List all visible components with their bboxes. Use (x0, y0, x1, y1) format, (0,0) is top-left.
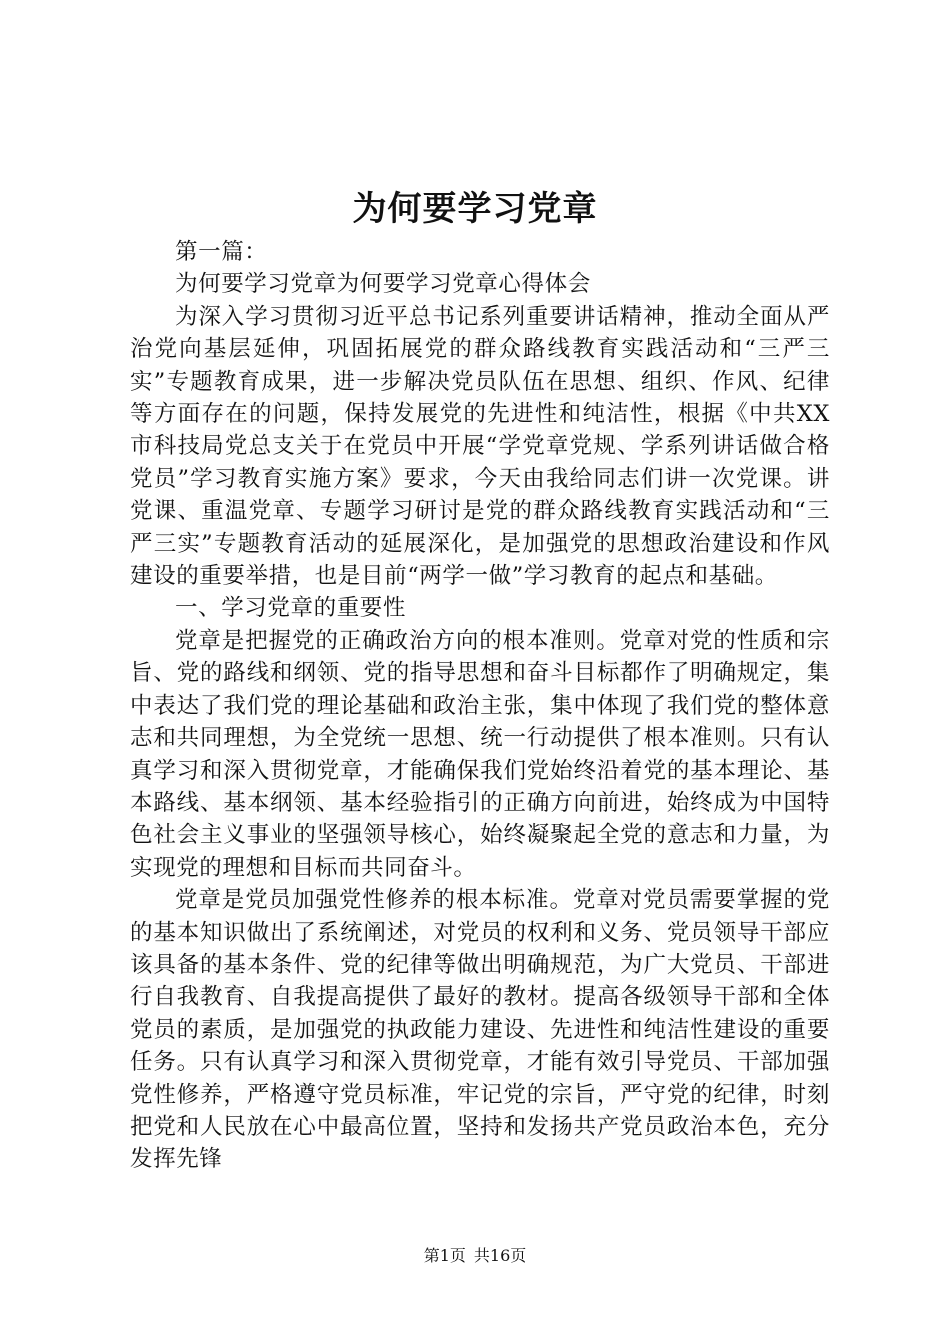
page-number: 第1页 (423, 1246, 466, 1265)
body-paragraph: 党章是把握党的正确政治方向的根本准则。党章对党的性质和宗旨、党的路线和纲领、党的指导思想和奋斗目标都作了明确规定，集中表达了我们党的理论基础和政治主张，集中体现了我们党的整体意志和共同理想，为全党统一思想、统一行动提供了根本准则。只有认真学习和深入贯彻党章，才能确保我们党始终沿着党的基本理论、基本路线、基本纲领、基本经验指引的正确方向前进，始终成为中国特色社会主义事业的坚强领导核心，始终凝聚起全党的意志和力量，为实现党的理想和目标而共同奋斗。 (130, 627, 830, 881)
page-total: 共16页 (473, 1246, 527, 1265)
document-title: 为何要学习党章 (352, 189, 598, 229)
body-paragraph: 为深入学习贯彻习近平总书记系列重要讲话精神，推动全面从严治党向基层延伸，巩固拓展党的群众路线教育实践活动和“三严三实”专题教育成果，进一步解决党员队伍在思想、组织、作风、纪律等方面存在的问题，保持发展党的先进性和纯洁性，根据《中共XX市科技局党总支关于在党员中开展“学党章党规、学系列讲话做合格党员”学习教育实施方案》要求，今天由我给同志们讲一次党课。讲党课、重温党章、专题学习研讨是党的群众路线教育实践活动和“三严三实”专题教育活动的延展深化，是加强党的思想政治建设和作风建设的重要举措，也是目前“两学一做”学习教育的起点和基础。 (130, 303, 830, 590)
document-body (130, 236, 830, 1176)
section-heading: 一、学习党章的重要性 (175, 595, 407, 622)
page-footer (0, 1244, 950, 1268)
subtitle: 为何要学习党章为何要学习党章心得体会 (175, 271, 591, 298)
body-paragraph: 党章是党员加强党性修养的根本标准。党章对党员需要掌握的党的基本知识做出了系统阐述，对党员的权利和义务、党员领导干部应该具备的基本条件、党的纪律等做出明确规范，为广大党员、干部进行自我教育、自我提高提供了最好的教材。提高各级领导干部和全体党员的素质，是加强党的执政能力建设、先进性和纯洁性建设的重要任务。只有认真学习和深入贯彻党章，才能有效引导党员、干部加强党性修养，严格遵守党员标准，牢记党的宗旨，严守党的纪律，时刻把党和人民放在心中最高位置，坚持和发扬共产党员政治本色，充分发挥先锋 (130, 887, 830, 1173)
section-heading: 第一篇： (175, 239, 268, 265)
